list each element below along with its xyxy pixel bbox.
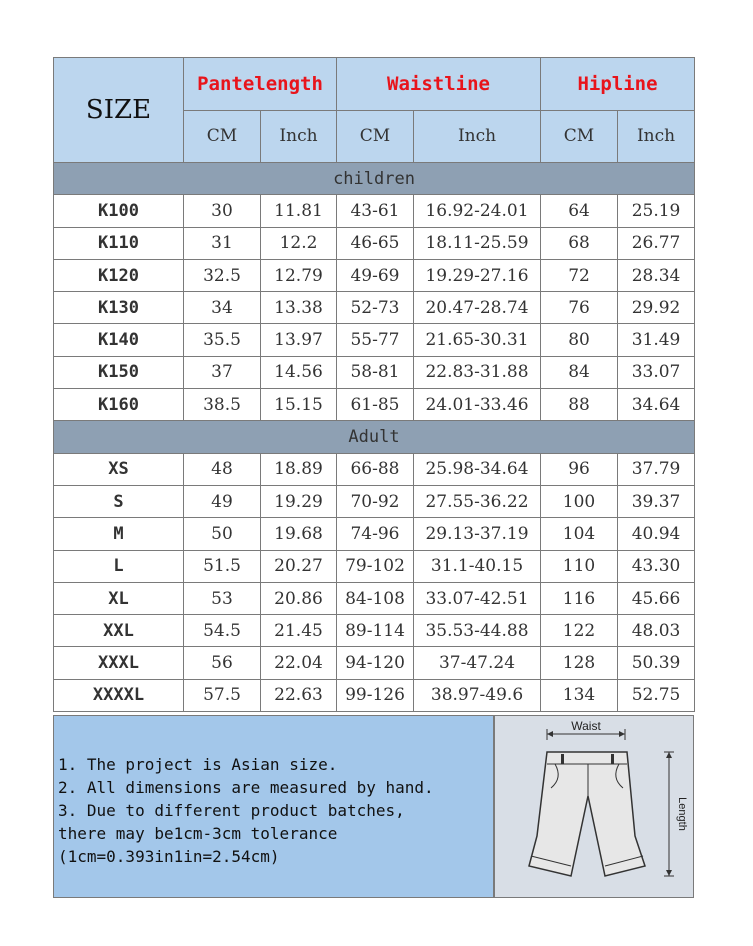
value-cell: 54.5 [184,615,261,647]
size-cell: L [54,550,184,582]
value-cell: 33.07 [618,356,695,388]
unit-header: CM [337,110,414,163]
value-cell: 64 [541,195,618,227]
value-cell: 20.47-28.74 [414,292,541,324]
value-cell: 37-47.24 [414,647,541,679]
value-cell: 35.53-44.88 [414,615,541,647]
size-cell: K140 [54,324,184,356]
value-cell: 12.2 [261,227,337,259]
value-cell: 35.5 [184,324,261,356]
value-cell: 70-92 [337,485,414,517]
section-title: Adult [54,421,695,453]
size-cell: XXXL [54,647,184,679]
value-cell: 43.30 [618,550,695,582]
value-cell: 48 [184,453,261,485]
size-cell: XXL [54,615,184,647]
value-cell: 33.07-42.51 [414,582,541,614]
section-title: children [54,163,695,195]
value-cell: 50 [184,518,261,550]
value-cell: 31 [184,227,261,259]
value-cell: 61-85 [337,389,414,421]
value-cell: 110 [541,550,618,582]
value-cell: 74-96 [337,518,414,550]
header-row-groups [54,58,695,111]
unit-header: Inch [414,110,541,163]
note-line: 2. All dimensions are measured by hand. [58,778,434,797]
value-cell: 28.34 [618,259,695,291]
size-header: SIZE [54,58,184,163]
table-row [54,679,695,711]
table-row [54,453,695,485]
value-cell: 104 [541,518,618,550]
value-cell: 57.5 [184,679,261,711]
value-cell: 14.56 [261,356,337,388]
value-cell: 94-120 [337,647,414,679]
value-cell: 76 [541,292,618,324]
table-row [54,582,695,614]
value-cell: 29.92 [618,292,695,324]
value-cell: 100 [541,485,618,517]
waistline-header: Waistline [337,58,541,111]
value-cell: 34 [184,292,261,324]
value-cell: 58-81 [337,356,414,388]
value-cell: 68 [541,227,618,259]
unit-header: Inch [261,110,337,163]
value-cell: 30 [184,195,261,227]
value-cell: 80 [541,324,618,356]
value-cell: 84-108 [337,582,414,614]
value-cell: 25.19 [618,195,695,227]
table-row [54,227,695,259]
size-cell: K160 [54,389,184,421]
value-cell: 50.39 [618,647,695,679]
size-cell: K110 [54,227,184,259]
size-cell: K100 [54,195,184,227]
value-cell: 15.15 [261,389,337,421]
value-cell: 22.83-31.88 [414,356,541,388]
value-cell: 79-102 [337,550,414,582]
value-cell: 27.55-36.22 [414,485,541,517]
note-line: 1. The project is Asian size. [58,755,338,774]
value-cell: 21.45 [261,615,337,647]
value-cell: 20.27 [261,550,337,582]
size-cell: XL [54,582,184,614]
value-cell: 89-114 [337,615,414,647]
unit-header: CM [541,110,618,163]
value-cell: 38.5 [184,389,261,421]
size-cell: K130 [54,292,184,324]
value-cell: 56 [184,647,261,679]
pantelength-header: Pantelength [184,58,337,111]
value-cell: 21.65-30.31 [414,324,541,356]
shorts-illustration-icon [495,716,693,897]
note-line: 3. Due to different product batches, [58,801,405,820]
value-cell: 66-88 [337,453,414,485]
value-cell: 88 [541,389,618,421]
waist-label: Waist [571,719,601,733]
table-row [54,485,695,517]
value-cell: 12.79 [261,259,337,291]
size-cell: XS [54,453,184,485]
size-cell: XXXXL [54,679,184,711]
value-cell: 49-69 [337,259,414,291]
value-cell: 46-65 [337,227,414,259]
value-cell: 128 [541,647,618,679]
value-cell: 39.37 [618,485,695,517]
value-cell: 55-77 [337,324,414,356]
value-cell: 40.94 [618,518,695,550]
size-table [53,57,695,712]
section-header-row [54,421,695,453]
value-cell: 25.98-34.64 [414,453,541,485]
value-cell: 32.5 [184,259,261,291]
table-row [54,550,695,582]
value-cell: 84 [541,356,618,388]
value-cell: 52.75 [618,679,695,711]
shorts-diagram [494,715,694,898]
size-cell: K120 [54,259,184,291]
table-row [54,615,695,647]
value-cell: 26.77 [618,227,695,259]
value-cell: 29.13-37.19 [414,518,541,550]
value-cell: 43-61 [337,195,414,227]
note-line: (1cm=0.393in1in=2.54cm) [58,847,280,866]
size-cell: M [54,518,184,550]
value-cell: 11.81 [261,195,337,227]
value-cell: 52-73 [337,292,414,324]
value-cell: 96 [541,453,618,485]
value-cell: 19.68 [261,518,337,550]
hipline-header: Hipline [541,58,695,111]
value-cell: 31.1-40.15 [414,550,541,582]
table-row [54,518,695,550]
unit-header: Inch [618,110,695,163]
value-cell: 34.64 [618,389,695,421]
value-cell: 99-126 [337,679,414,711]
note-line: there may be1cm-3cm tolerance [58,824,338,843]
value-cell: 19.29 [261,485,337,517]
value-cell: 22.63 [261,679,337,711]
value-cell: 31.49 [618,324,695,356]
value-cell: 45.66 [618,582,695,614]
value-cell: 18.89 [261,453,337,485]
value-cell: 38.97-49.6 [414,679,541,711]
value-cell: 19.29-27.16 [414,259,541,291]
value-cell: 22.04 [261,647,337,679]
value-cell: 13.38 [261,292,337,324]
value-cell: 13.97 [261,324,337,356]
table-row [54,195,695,227]
value-cell: 72 [541,259,618,291]
size-cell: S [54,485,184,517]
table-row [54,356,695,388]
value-cell: 16.92-24.01 [414,195,541,227]
value-cell: 116 [541,582,618,614]
value-cell: 37 [184,356,261,388]
length-label: Length [676,797,688,831]
size-chart [53,57,694,712]
table-row [54,292,695,324]
table-row [54,389,695,421]
table-row [54,324,695,356]
section-header-row [54,163,695,195]
value-cell: 18.11-25.59 [414,227,541,259]
notes-panel [53,715,494,898]
value-cell: 122 [541,615,618,647]
table-row [54,259,695,291]
notes-text [58,753,434,868]
value-cell: 51.5 [184,550,261,582]
value-cell: 24.01-33.46 [414,389,541,421]
value-cell: 37.79 [618,453,695,485]
unit-header: CM [184,110,261,163]
value-cell: 48.03 [618,615,695,647]
value-cell: 20.86 [261,582,337,614]
size-cell: K150 [54,356,184,388]
value-cell: 49 [184,485,261,517]
value-cell: 53 [184,582,261,614]
table-row [54,647,695,679]
value-cell: 134 [541,679,618,711]
